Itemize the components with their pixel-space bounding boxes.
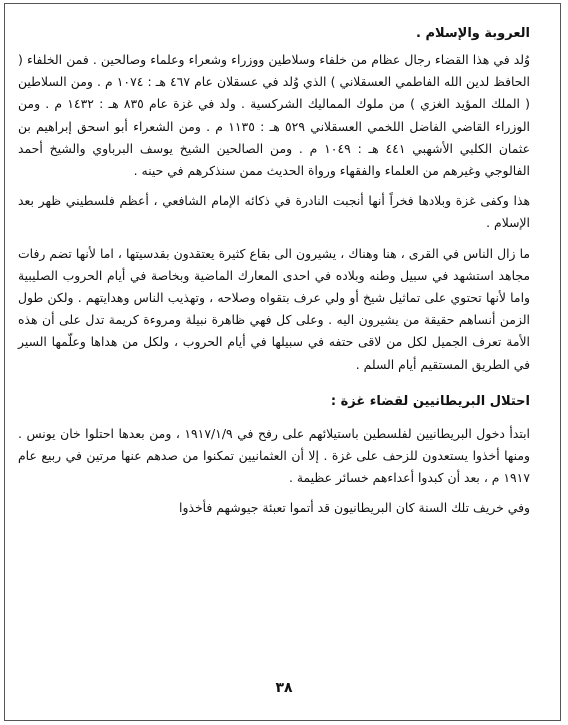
paragraph: ما زال الناس في القرى ، هنا وهناك ، يشيرون الى بقاع كثيرة يعتقدون بقدسيتها ، اما لأنها تضم رفات مجاهد استشهد في سبيل وطنه وبلاده في احدى المعارك الماضية وبخاصة في أيام الحروب الصليبية واما لأنها تحتوي على تماثيل شيخ أو ولي عرف بتقواه وصلاحه ، وتهذيب الناس وهدايتهم . ولكن طول الزمن أنساهم حقيقة من يشيرون اليه . وعلى كل فهي ظاهرة نبيلة ومروءة كريمة تدل على أن هذه الأمة تعرف الجميل لكل من لاقى حتفه في سبيلها في أيام الحروب ، ولكل من هداها وعلّمها السير في الطريق المستقيم أيام السلم . (18, 245, 530, 372)
paragraph: وُلد في هذا القضاء رجال عظام من خلفاء وسلاطين ووزراء وشعراء وعلماء وصالحين . فمن الخلفاء ( الحافظ لدين الله الفاطمي العسقلاني ) الذي وُلد في عسقلان عام ٤٦٧ هـ : ١٠٧٤ م . ومن السلاطين ( الملك المؤيد الغزي ) من ملوك المماليك الشركسية . ولد في غزة عام ٨٣٥ هـ : ١٤٣٢ م . ومن الوزراء القاضي الفاضل اللخمي العسقلاني ٥٢٩ هـ : ١١٣٥ م . ومن الشعراء أبو اسحق إبراهيم بن عثمان الكلبي الأشهبي ٤٤١ هـ : ١٠٤٩ م . ومن الصالحين الشيخ يوسف البرباوي والشيخ أحمد الفالوجي وغيرهم من العلماء والفقهاء ورواة الحديث ممن سنذكرهم في حينه . (18, 52, 530, 179)
section-title: احتلال البريطانيين لقضاء غزة : (330, 393, 530, 409)
section-heading: العروبة والإسلام . (416, 26, 530, 41)
document-page (18, 26, 530, 520)
paragraph: ابتدأ دخول البريطانيين لفلسطين باستيلائهم على رفح في ١٩١٧/١/٩ ، ومن بعدها احتلوا خان يونس . ومنها أخذوا يستعدون للزحف على غزة . إلا أن العثمانيين تمكنوا من صدهم عنها مرتين في ربيع عام ١٩١٧ م ، بعد أن كبدوا أعداءهم خسائر عظيمة . (18, 425, 530, 486)
page-number: ٣٨ (275, 680, 293, 696)
paragraph: وفي خريف تلك السنة كان البريطانيون قد أتموا تعبئة جيوشهم فأخذوا (179, 500, 530, 516)
paragraph: هذا وكفى غزة وبلادها فخراً أنها أنجبت النادرة في ذكائه الإمام الشافعي ، أعظم فلسطيني ظهر بعد الإسلام . (18, 193, 530, 231)
